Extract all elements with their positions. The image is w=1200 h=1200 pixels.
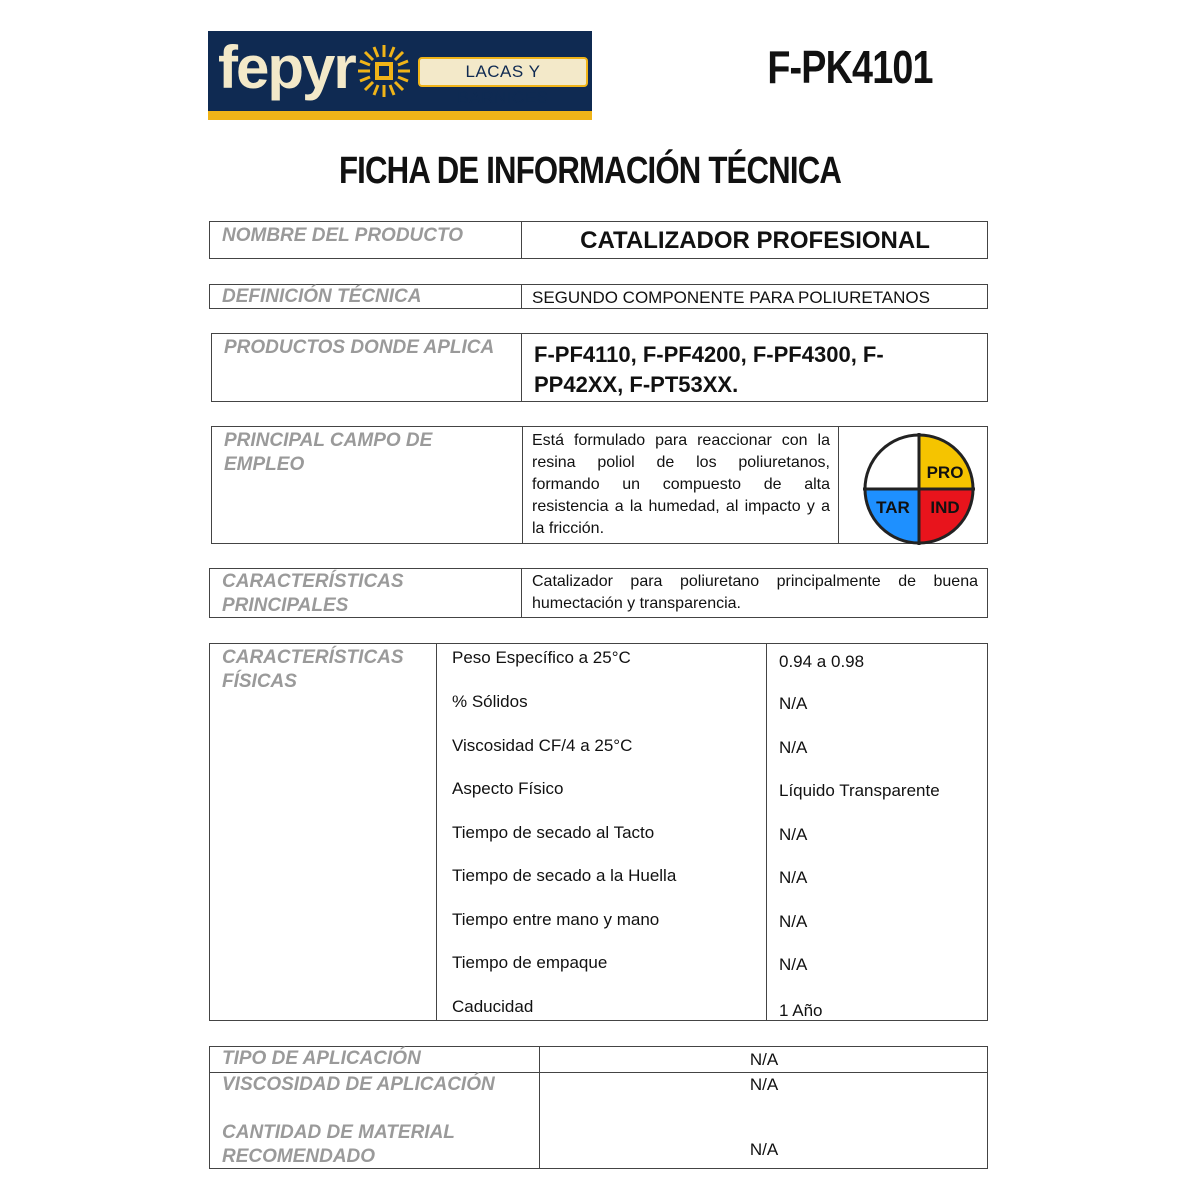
applies-to-label: PRODUCTOS DONDE APLICA bbox=[224, 337, 495, 358]
logo-wordmark: fepyr bbox=[218, 34, 355, 101]
logo-underline-bar bbox=[208, 111, 592, 120]
gauge-label-tar: TAR bbox=[876, 498, 910, 517]
company-logo bbox=[208, 31, 592, 111]
physical-properties-box bbox=[209, 643, 988, 1021]
logo-tagline: LACAS Y BARNICES bbox=[418, 57, 588, 87]
product-name-value: CATALIZADOR PROFESIONAL bbox=[580, 227, 930, 254]
application-type-label: TIPO DE APLICACIÓN bbox=[222, 1048, 421, 1069]
applies-to-line-1: F-PF4110, F-PF4200, F-PF4300, F- bbox=[534, 342, 884, 367]
physical-property-name: % Sólidos bbox=[452, 692, 528, 711]
physical-label-line-1: CARACTERÍSTICAS bbox=[222, 647, 404, 668]
technical-definition-box bbox=[209, 284, 988, 309]
recommended-quantity-label-line-1: CANTIDAD DE MATERIAL bbox=[222, 1122, 455, 1143]
main-features-box bbox=[209, 568, 988, 618]
physical-property-name: Viscosidad CF/4 a 25°C bbox=[452, 736, 633, 755]
physical-property-value: 1 Año bbox=[779, 1001, 823, 1020]
physical-property-value: N/A bbox=[779, 868, 808, 887]
gauge-label-pro: PRO bbox=[926, 463, 964, 482]
technical-definition-value: SEGUNDO COMPONENTE PARA POLIURETANOS bbox=[532, 288, 930, 307]
usage-gauge-icon bbox=[863, 433, 975, 545]
applies-to-box bbox=[211, 333, 988, 402]
physical-property-value: N/A bbox=[779, 955, 808, 974]
physical-property-value: N/A bbox=[779, 694, 808, 713]
product-name-box bbox=[209, 221, 988, 259]
main-use-box bbox=[211, 426, 988, 544]
gauge-label-ind: IND bbox=[930, 498, 960, 517]
main-use-label-line-1: PRINCIPAL CAMPO DE bbox=[224, 430, 433, 451]
application-type-value: N/A bbox=[749, 1050, 779, 1069]
applies-to-line-2: PP42XX, F-PT53XX. bbox=[534, 372, 739, 397]
main-features-label-line-2: PRINCIPALES bbox=[222, 595, 349, 616]
main-use-label-line-2: EMPLEO bbox=[224, 454, 305, 475]
physical-property-name: Peso Específico a 25°C bbox=[452, 648, 631, 667]
main-features-text: Catalizador para poliuretano principalmente de buena humectación y transparencia. bbox=[532, 573, 978, 612]
sun-icon bbox=[356, 43, 412, 99]
product-code: F-PK4101 bbox=[767, 41, 933, 93]
physical-property-value: N/A bbox=[779, 825, 808, 844]
technical-definition-label: DEFINICIÓN TÉCNICA bbox=[222, 286, 422, 307]
physical-label-line-2: FÍSICAS bbox=[222, 671, 297, 692]
physical-property-value: N/A bbox=[779, 912, 808, 931]
application-box bbox=[209, 1046, 988, 1169]
product-name-label: NOMBRE DEL PRODUCTO bbox=[222, 225, 464, 246]
physical-property-value: N/A bbox=[779, 738, 808, 757]
physical-property-name: Tiempo de secado a la Huella bbox=[452, 866, 677, 885]
application-viscosity-value: N/A bbox=[749, 1075, 779, 1094]
page-title: FICHA DE INFORMACIÓN TÉCNICA bbox=[338, 150, 842, 192]
application-viscosity-label: VISCOSIDAD DE APLICACIÓN bbox=[222, 1074, 495, 1095]
physical-property-name: Aspecto Físico bbox=[452, 779, 564, 798]
main-features-label-line-1: CARACTERÍSTICAS bbox=[222, 571, 404, 592]
physical-property-name: Tiempo de empaque bbox=[452, 953, 608, 972]
recommended-quantity-value: N/A bbox=[749, 1140, 779, 1159]
recommended-quantity-label-line-2: RECOMENDADO bbox=[222, 1146, 376, 1167]
physical-property-value: Líquido Transparente bbox=[779, 781, 940, 800]
physical-property-name: Tiempo entre mano y mano bbox=[452, 910, 660, 929]
main-use-text: Está formulado para reaccionar con la resina poliol de los poliuretanos, formando un compuesto de alta resistencia a la humedad, al impacto y a la fricción. bbox=[532, 432, 830, 537]
physical-property-name: Tiempo de secado al Tacto bbox=[452, 823, 655, 842]
physical-property-name: Caducidad bbox=[452, 997, 534, 1016]
physical-property-value: 0.94 a 0.98 bbox=[779, 652, 865, 671]
